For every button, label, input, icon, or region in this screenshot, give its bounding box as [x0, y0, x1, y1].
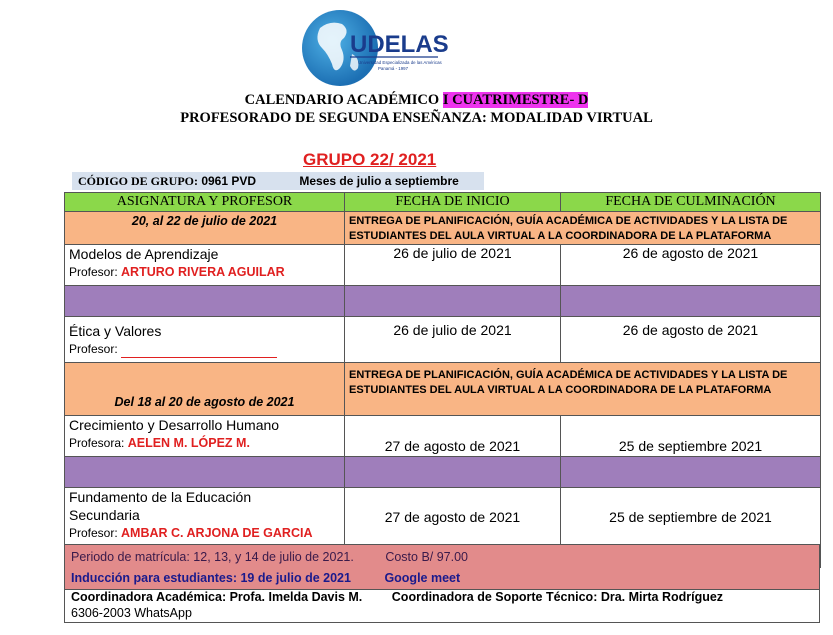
professor-label: Profesor:: [69, 342, 122, 356]
term-highlight: I CUATRIMESTRE- D: [442, 92, 589, 108]
separator-cell: [65, 457, 345, 488]
course-start-date: 26 de julio de 2021: [345, 317, 561, 363]
technical-coordinator: Coordinadora de Soporte Técnico: Dra. Mirta Rodríguez: [391, 590, 724, 604]
professor-name: ARTURO RIVERA AGUILAR: [121, 265, 285, 279]
coordinators-line: [71, 590, 723, 604]
header-subject-professor: ASIGNATURA Y PROFESOR: [65, 193, 345, 212]
separator-cell: [561, 286, 821, 317]
separator-cell: [345, 286, 561, 317]
course-subject: Fundamento de la Educación: [69, 489, 252, 505]
course-subject: Ética y Valores: [69, 323, 162, 339]
course-subject: Modelos de Aprendizaje: [69, 246, 219, 262]
course-subject-line2: Secundaria: [69, 507, 140, 523]
months-range: Meses de julio a septiembre: [299, 174, 459, 188]
course-row: [65, 416, 821, 457]
course-start-date: 27 de agosto de 2021: [345, 488, 561, 547]
induction-date: Inducción para estudiantes: 19 de julio de 2021: [71, 571, 351, 585]
course-subject-cell: [65, 416, 345, 457]
course-end-date: 26 de agosto de 2021: [561, 317, 821, 363]
separator-cell: [561, 457, 821, 488]
coordinators-box: [64, 589, 820, 623]
header-start-date: FECHA DE INICIO: [345, 193, 561, 212]
course-row: [65, 317, 821, 363]
svg-text:UDELAS: UDELAS: [350, 31, 448, 58]
course-row: [65, 488, 821, 547]
group-code-band: [72, 172, 484, 190]
course-row: [65, 245, 821, 286]
course-start-date: 26 de julio de 2021: [345, 245, 561, 286]
separator-row: [65, 457, 821, 488]
course-end-date: 26 de agosto de 2021: [561, 245, 821, 286]
svg-text:Panamá - 1997: Panamá - 1997: [378, 66, 409, 71]
induction-line: [71, 571, 460, 585]
academic-coordinator: Coordinadora Académica: Profa. Imelda Davis M.: [71, 590, 363, 604]
course-start-date: 27 de agosto de 2021: [345, 416, 561, 457]
delivery-period: 20, al 22 de julio de 2021: [65, 212, 345, 245]
enrollment-cost: Costo B/ 97.00: [385, 550, 469, 564]
calendar-title: [0, 92, 833, 109]
course-end-date: 25 de septiembre 2021: [561, 416, 821, 457]
separator-row: [65, 286, 821, 317]
course-subject: Crecimiento y Desarrollo Humano: [69, 417, 280, 433]
separator-cell: [345, 457, 561, 488]
delivery-notice: ENTREGA DE PLANIFICACIÓN, GUÍA ACADÉMICA DE ACTIVIDADES Y LA LISTA DE ESTUDIANTES DEL AULA VIRTUAL A LA COORDINADORA DE LA PLATAFORMA: [345, 363, 821, 416]
delivery-notice: ENTREGA DE PLANIFICACIÓN, GUÍA ACADÉMICA DE ACTIVIDADES Y LA LISTA DE ESTUDIANTES DEL AULA VIRTUAL A LA COORDINADORA DE LA PLATAFORMA: [345, 212, 821, 245]
program-title: PROFESORADO DE SEGUNDA ENSEÑANZA: MODALIDAD VIRTUAL: [180, 110, 653, 126]
group-title: GRUPO 22/ 2021: [303, 150, 437, 169]
enrollment-footer: [64, 544, 820, 591]
enrollment-line: [71, 550, 468, 564]
professor-blank-line: [121, 346, 277, 358]
professor-label: Profesor:: [69, 526, 122, 540]
professor-label: Profesor:: [69, 265, 122, 279]
group-code-label: CÓDIGO DE GRUPO:: [78, 174, 198, 188]
calendar-table: [64, 192, 821, 568]
header-end-date: FECHA DE CULMINACIÓN: [561, 193, 821, 212]
delivery-row: [65, 212, 821, 245]
udelas-logo: [298, 8, 448, 92]
enrollment-period: Periodo de matrícula: 12, 13, y 14 de julio de 2021.: [71, 550, 354, 564]
course-subject-cell: [65, 317, 345, 363]
induction-platform: Google meet: [384, 571, 461, 585]
table-header-row: [65, 193, 821, 212]
course-subject-cell: [65, 488, 345, 547]
professor-label: Profesora:: [69, 436, 128, 450]
separator-cell: [65, 286, 345, 317]
contact-phone: 6306-2003 WhatsApp: [71, 606, 192, 620]
delivery-row: [65, 363, 821, 416]
course-end-date: 25 de septiembre de 2021: [561, 488, 821, 547]
professor-name: AELEN M. LÓPEZ M.: [127, 436, 250, 450]
group-code-value: 0961 PVD: [198, 174, 257, 188]
professor-name: AMBAR C. ARJONA DE GARCIA: [121, 526, 313, 540]
svg-text:Universidad Especializada de l: Universidad Especializada de las Américas: [358, 60, 442, 65]
course-subject-cell: [65, 245, 345, 286]
delivery-period: Del 18 al 20 de agosto de 2021: [65, 363, 345, 416]
calendar-title-main: CALENDARIO ACADÉMICO: [244, 92, 443, 108]
